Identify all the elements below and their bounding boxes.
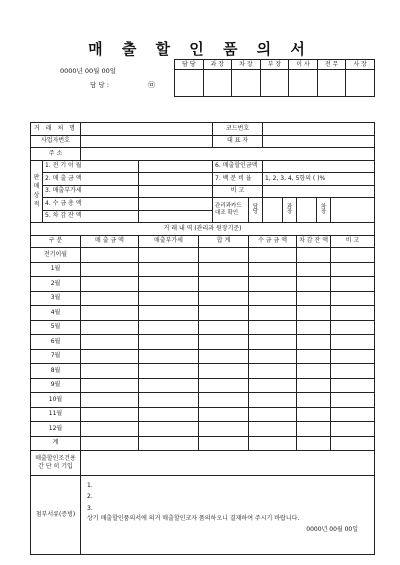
- ledger-cell[interactable]: [331, 422, 375, 437]
- ledger-cell[interactable]: [139, 364, 199, 379]
- ledger-cell[interactable]: [331, 436, 375, 451]
- attach-label: 첨부서류(증빙): [31, 476, 81, 555]
- ledger-cell[interactable]: [81, 422, 139, 437]
- ledger-cell[interactable]: [249, 436, 297, 451]
- ledger-header: 구 분: [31, 235, 81, 248]
- ledger-cell[interactable]: [297, 291, 331, 306]
- ledger-cell[interactable]: [199, 364, 249, 379]
- ledger-row: [31, 291, 375, 306]
- code-label: 코드번호: [213, 123, 263, 136]
- ledger-row: [31, 407, 375, 422]
- ledger-cell[interactable]: [249, 262, 297, 277]
- sales-item-value[interactable]: [139, 198, 213, 211]
- ledger-row: [31, 364, 375, 379]
- ledger-period-label: 전기이월: [31, 248, 81, 263]
- ledger-cell[interactable]: [331, 277, 375, 292]
- ledger-cell[interactable]: [199, 335, 249, 350]
- ledger-header: 차 감 잔 액: [297, 235, 331, 248]
- ledger-row: [31, 422, 375, 437]
- attach-line: 2.: [87, 493, 93, 501]
- ledger-cell[interactable]: [199, 407, 249, 422]
- ledger-cell[interactable]: [297, 349, 331, 364]
- ledger-cell[interactable]: [139, 262, 199, 277]
- approval-header: 과 장: [203, 60, 232, 70]
- ledger-cell[interactable]: [139, 378, 199, 393]
- approval-sign-box[interactable]: [260, 70, 289, 97]
- ledger-cell[interactable]: [331, 291, 375, 306]
- ledger-row: [31, 335, 375, 350]
- ledger-caption: 거 래 내 역 (관리과 원장기준): [31, 223, 375, 236]
- ledger-cell[interactable]: [81, 393, 139, 408]
- ledger-cell[interactable]: [81, 306, 139, 321]
- document-title: 매 출 할 인 품 의 서: [88, 40, 312, 58]
- check-box[interactable]: [331, 198, 375, 223]
- check-col-label: 과 장: [283, 198, 297, 223]
- ledger-cell[interactable]: [297, 436, 331, 451]
- ledger-cell[interactable]: [331, 262, 375, 277]
- sales-item: 2. 매 출 금 액: [43, 173, 139, 186]
- check-col-label: 차 장: [317, 198, 331, 223]
- ledger-cell[interactable]: [297, 364, 331, 379]
- seal-mark: ㉤: [148, 81, 155, 89]
- approval-header: 사 장: [346, 60, 375, 70]
- ledger-cell[interactable]: [81, 364, 139, 379]
- approval-header: 이 사: [289, 60, 318, 70]
- ledger-cell[interactable]: [81, 335, 139, 350]
- ledger-cell[interactable]: [81, 277, 139, 292]
- ledger-cell[interactable]: [81, 407, 139, 422]
- ledger-cell[interactable]: [81, 349, 139, 364]
- sales-item-value[interactable]: [139, 173, 213, 186]
- writer-label: 담 당 :: [90, 81, 109, 89]
- ledger-cell[interactable]: [81, 378, 139, 393]
- ledger-cell[interactable]: [139, 306, 199, 321]
- ledger-period-label: 4월: [31, 306, 81, 321]
- sales-item: 7. 백 분 비 율: [213, 173, 263, 186]
- ledger-cell[interactable]: [139, 422, 199, 437]
- ledger-cell[interactable]: [331, 349, 375, 364]
- sales-item-value[interactable]: [139, 160, 213, 173]
- ledger-cell[interactable]: [139, 349, 199, 364]
- sales-item-value[interactable]: [139, 185, 213, 198]
- ledger-cell[interactable]: [139, 320, 199, 335]
- ledger-cell[interactable]: [297, 393, 331, 408]
- ledger-row: [31, 306, 375, 321]
- ledger-row: [31, 320, 375, 335]
- ledger-cell[interactable]: [199, 320, 249, 335]
- ledger-row: [31, 262, 375, 277]
- ledger-cell[interactable]: [297, 262, 331, 277]
- ledger-cell[interactable]: [139, 436, 199, 451]
- ledger-cell[interactable]: [199, 306, 249, 321]
- address-label: 주 소: [31, 148, 81, 161]
- ledger-row: [31, 393, 375, 408]
- ledger-cell[interactable]: [249, 393, 297, 408]
- reason-value[interactable]: [81, 451, 375, 476]
- ledger-cell[interactable]: [249, 407, 297, 422]
- ledger-period-label: 6월: [31, 335, 81, 350]
- ledger-cell[interactable]: [297, 378, 331, 393]
- ledger-row: [31, 349, 375, 364]
- remark-value[interactable]: [263, 185, 375, 198]
- reason-label: 매출할인조건용 간 단 히 기입: [31, 451, 81, 476]
- ledger-period-label: 계: [31, 436, 81, 451]
- sales-item: 6. 매출할인금액: [213, 160, 263, 173]
- approval-sign-box[interactable]: [346, 70, 375, 97]
- sales-item-value[interactable]: [139, 210, 213, 223]
- attach-area[interactable]: [81, 476, 375, 555]
- main-form-table: [30, 122, 375, 555]
- ledger-cell[interactable]: [139, 248, 199, 263]
- sales-item: 5. 차 감 잔 액: [43, 210, 139, 223]
- ledger-cell[interactable]: [297, 277, 331, 292]
- ledger-cell[interactable]: [331, 378, 375, 393]
- ledger-cell[interactable]: [139, 291, 199, 306]
- remark-label: 비 고: [213, 185, 263, 198]
- ledger-cell[interactable]: [139, 277, 199, 292]
- ledger-cell[interactable]: [331, 248, 375, 263]
- approval-sign-box[interactable]: [317, 70, 346, 97]
- approval-header: 부 장: [260, 60, 289, 70]
- ledger-cell[interactable]: [199, 277, 249, 292]
- ledger-period-label: 12월: [31, 422, 81, 437]
- ledger-cell[interactable]: [139, 335, 199, 350]
- ledger-cell[interactable]: [249, 306, 297, 321]
- bizno-label: 사업자번호: [31, 135, 81, 148]
- ledger-cell[interactable]: [249, 349, 297, 364]
- ledger-cell[interactable]: [199, 378, 249, 393]
- ledger-cell[interactable]: [139, 407, 199, 422]
- ledger-cell[interactable]: [249, 291, 297, 306]
- bizno-value[interactable]: [81, 135, 213, 148]
- ledger-row: [31, 248, 375, 263]
- ledger-period-label: 10월: [31, 393, 81, 408]
- sales-status-label: 판매상적: [31, 160, 43, 223]
- attach-line: 1.: [87, 482, 93, 489]
- approval-header: 담 당: [175, 60, 204, 70]
- ledger-cell[interactable]: [139, 393, 199, 408]
- document-date: 0000년 00월 00일: [60, 67, 117, 75]
- approval-sign-box[interactable]: [175, 70, 204, 97]
- discount-amount-value[interactable]: [263, 160, 375, 173]
- ledger-cell[interactable]: [249, 248, 297, 263]
- ledger-header: 매 출 금 액: [81, 235, 139, 248]
- ledger-period-label: 8월: [31, 364, 81, 379]
- ledger-cell[interactable]: [297, 407, 331, 422]
- ledger-cell[interactable]: [249, 335, 297, 350]
- sales-item: 1. 전 기 이 월: [43, 160, 139, 173]
- ledger-header: 매출부가세: [139, 235, 199, 248]
- approval-sign-box[interactable]: [203, 70, 232, 97]
- ledger-cell[interactable]: [249, 378, 297, 393]
- ledger-header: 수 금 금 액: [249, 235, 297, 248]
- ledger-cell[interactable]: [297, 335, 331, 350]
- ledger-cell[interactable]: [297, 422, 331, 437]
- approval-header: 차 장: [232, 60, 261, 70]
- ledger-cell[interactable]: [331, 320, 375, 335]
- ledger-cell[interactable]: [199, 248, 249, 263]
- ledger-cell[interactable]: [199, 291, 249, 306]
- ledger-row: [31, 378, 375, 393]
- approval-table: [174, 59, 375, 97]
- ledger-cell[interactable]: [249, 422, 297, 437]
- ledger-cell[interactable]: [249, 364, 297, 379]
- ledger-cell[interactable]: [81, 248, 139, 263]
- customer-value[interactable]: [81, 123, 213, 136]
- ledger-cell[interactable]: [331, 306, 375, 321]
- ledger-period-label: 1월: [31, 262, 81, 277]
- ledger-period-label: 2월: [31, 277, 81, 292]
- ceo-label: 대 표 자: [213, 135, 263, 148]
- ledger-cell[interactable]: [249, 277, 297, 292]
- ledger-row: [31, 436, 375, 451]
- ledger-cell[interactable]: [81, 291, 139, 306]
- sales-item: 4. 수 금 총 액: [43, 198, 139, 211]
- ledger-period-label: 3월: [31, 291, 81, 306]
- ledger-cell[interactable]: [199, 262, 249, 277]
- ledger-cell[interactable]: [331, 393, 375, 408]
- ledger-cell[interactable]: [297, 248, 331, 263]
- ledger-cell[interactable]: [297, 306, 331, 321]
- ledger-header: 비 고: [331, 235, 375, 248]
- address-value[interactable]: [81, 148, 375, 161]
- check-col-label: 담 당: [249, 198, 263, 223]
- ratio-value[interactable]: 1, 2, 3, 4, 5항의 ( )%: [263, 173, 375, 186]
- ledger-header: 합 계: [199, 235, 249, 248]
- ledger-cell[interactable]: [249, 320, 297, 335]
- sign-date: 0000년 00월 00일: [306, 525, 359, 533]
- ceo-value[interactable]: [263, 135, 375, 148]
- approval-sign-box[interactable]: [232, 70, 261, 97]
- card-check-label: 관리과카드 대조 확인: [213, 198, 249, 223]
- ledger-cell[interactable]: [199, 349, 249, 364]
- ledger-cell[interactable]: [199, 436, 249, 451]
- ledger-period-label: 11월: [31, 407, 81, 422]
- ledger-cell[interactable]: [331, 407, 375, 422]
- ledger-cell[interactable]: [331, 335, 375, 350]
- ledger-row: [31, 277, 375, 292]
- sales-item: 3. 매출부가세: [43, 185, 139, 198]
- ledger-cell[interactable]: [331, 364, 375, 379]
- ledger-period-label: 9월: [31, 378, 81, 393]
- ledger-cell[interactable]: [199, 393, 249, 408]
- approval-header: 전 무: [317, 60, 346, 70]
- check-box[interactable]: [263, 198, 283, 223]
- ledger-cell[interactable]: [297, 320, 331, 335]
- ledger-period-label: 5월: [31, 320, 81, 335]
- statement: 상기 매출할인품의서에 의거 매출할인코자 품의하오니 결재하여 주시기 바랍니다.: [87, 515, 300, 523]
- ledger-cell[interactable]: [81, 436, 139, 451]
- customer-label: 거 래 처 명: [31, 123, 81, 136]
- ledger-period-label: 7월: [31, 349, 81, 364]
- approval-sign-box[interactable]: [289, 70, 318, 97]
- check-box[interactable]: [297, 198, 317, 223]
- ledger-cell[interactable]: [81, 262, 139, 277]
- ledger-cell[interactable]: [199, 422, 249, 437]
- code-value[interactable]: [263, 123, 375, 136]
- attach-line: 3.: [87, 504, 93, 512]
- ledger-cell[interactable]: [81, 320, 139, 335]
